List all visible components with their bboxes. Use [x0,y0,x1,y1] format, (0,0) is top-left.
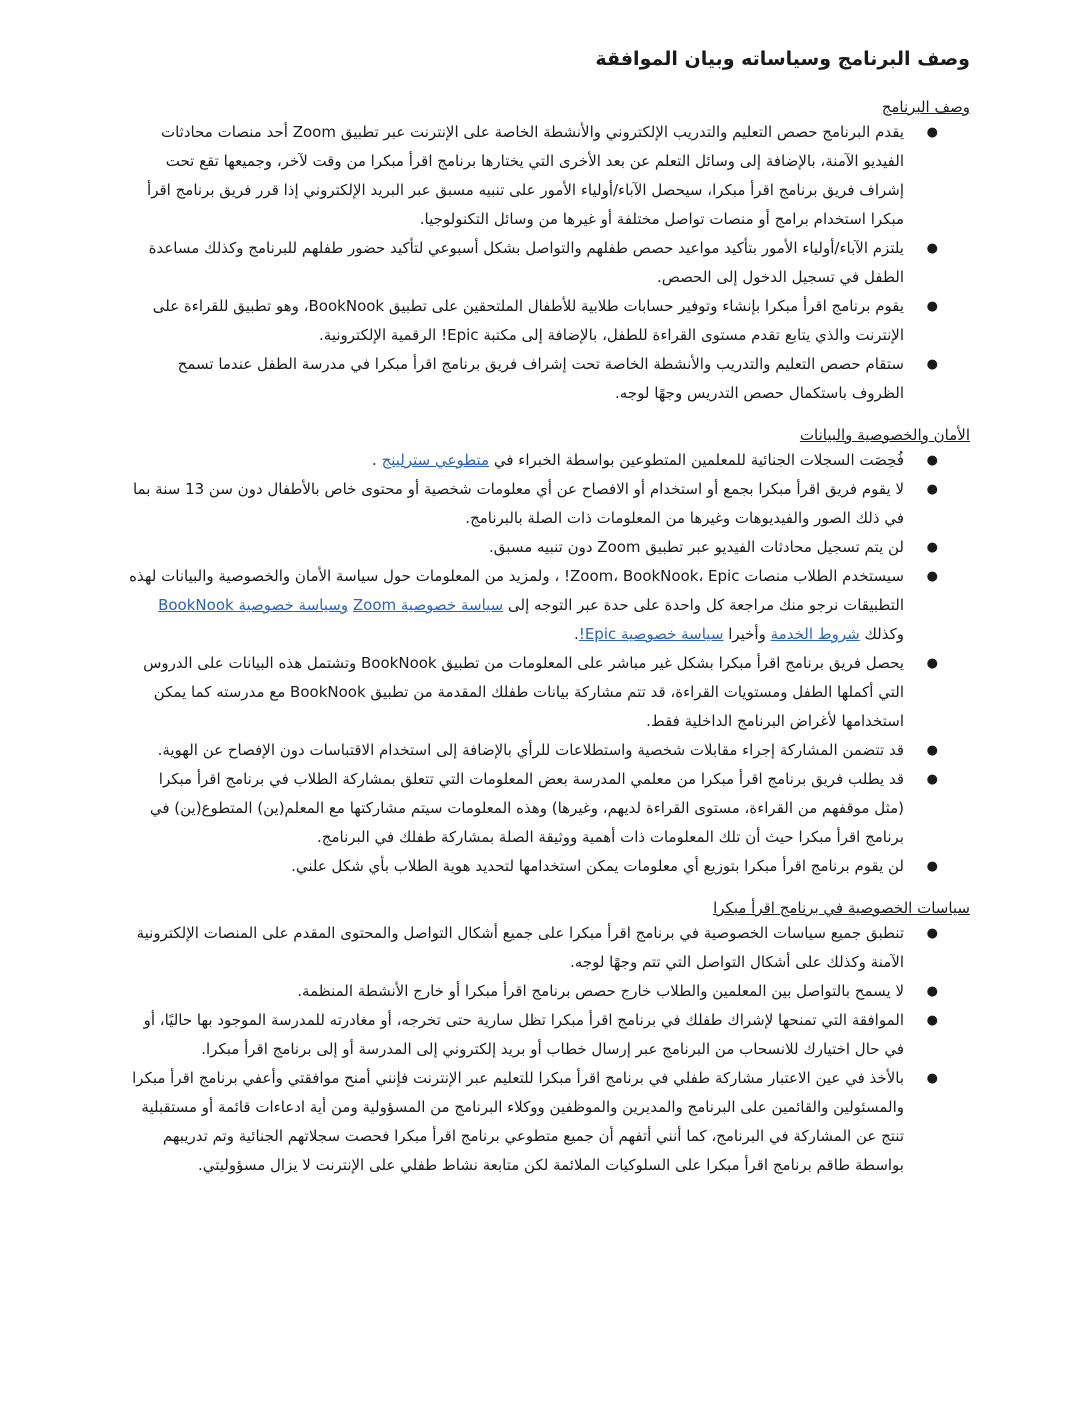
zoom-privacy-link[interactable]: سياسة خصوصية Zoom [352,596,504,614]
list-item-text: الموافقة التي تمنحها لإشراك طفلك في برنامج اقرأ مبكرا تظل سارية حتى تخرجه، أو مغادرته للمدرسة الموجود بها حاليًا، أو في حال اختيارك للانسحاب من البرنامج عبر إرسال خطاب أو بريد إلكتروني إلى المدرسة أو إلى برنامج اقرأ مبكرا. [143,1011,904,1058]
bullet-list [128,118,970,408]
section-heading: سياسات الخصوصية في برنامج اقرأ مبكرا [713,899,970,917]
section-program-description [128,98,970,408]
document-title: وصف البرنامج وسياساته وبيان الموافقة [595,48,970,70]
list-item-text: لا يقوم فريق اقرأ مبكرا بجمع أو استخدام أو الافصاح عن أي معلومات شخصية أو محتوى خاص بالأطفال دون سن 13 سنة بما في ذلك الصور والفيديوهات وغيرها من المعلومات ذات الصلة بالبرنامج. [132,480,904,527]
bullet-icon: ● [926,453,938,468]
list-item [128,649,970,736]
list-item-text: وأخيرا [728,625,766,643]
section-heading: وصف البرنامج [881,98,970,116]
list-item-text: وكذلك [864,625,904,643]
list-item-text: لا يسمح بالتواصل بين المعلمين والطلاب خارج حصص برنامج اقرأ مبكرا أو خارج الأنشطة المنظمة. [297,982,904,1000]
sterling-volunteers-link[interactable]: متطوعي سترلينج [381,451,490,469]
list-item-text: يحصل فريق برنامج اقرأ مبكرا بشكل غير مباشر على المعلومات من تطبيق BookNook وتشتمل هذه البيانات على الدروس التي أكملها الطفل ومستويات القراءة، قد تتم مشاركة بيانات طفلك المقدمة من تطبيق BookNook مع مدرسته كما يمكن استخدامها لأغراض البرنامج الداخلية فقط. [143,654,904,730]
list-item [128,118,970,234]
list-item [128,852,970,881]
list-item [128,350,970,408]
list-item-text: يقوم برنامج اقرأ مبكرا بإنشاء وتوفير حسابات طلابية للأطفال الملتحقين على تطبيق BookNook، وهو تطبيق للقراءة على الإنترنت والذي يتابع تقدم مستوى القراءة للطفل، بالإضافة إلى مكتبة Epic! الرقمية الإلكترونية. [152,297,904,344]
bullet-icon: ● [926,984,938,999]
bullet-icon: ● [926,357,938,372]
list-item-text: يلتزم الآباء/أولياء الأمور بتأكيد مواعيد حصص طفلهم والتواصل بشكل أسبوعي لتأكيد حضور طفلهم للبرنامج وكذلك مساعدة الطفل في تسجيل الدخول إلى الحصص. [148,239,904,286]
list-item-text: لن يقوم برنامج اقرأ مبكرا بتوزيع أي معلومات يمكن استخدامها لتحديد هوية الطلاب بأي شكل علني. [291,857,904,875]
section-safety-privacy-data [128,426,970,881]
bullet-icon: ● [926,772,938,787]
list-item-text: سيستخدم الطلاب منصات Zoom، BookNook، Epic! ، ولمزيد من المعلومات حول سياسة الأمان والخصوصية والبيانات لهذه التطبيقات نرجو منك مراجعة كل واحدة على حدة عبر التوجه إلى [129,567,904,614]
list-item [128,1006,970,1064]
bullet-icon: ● [926,1013,938,1028]
section-privacy-policies [128,899,970,1180]
list-item-text: فُحِصَت السجلات الجنائية للمعلمين المتطوعين بواسطة الخبراء في [493,451,904,469]
list-item-text: قد يطلب فريق برنامج اقرأ مبكرا من معلمي المدرسة بعض المعلومات التي تتعلق بمشاركة الطلاب في برنامج اقرأ مبكرا (مثل موقفهم من القراءة، مستوى القراءة لديهم، وغيرها) وهذه المعلومات سيتم مشاركتها مع المعلم(ين) المتطوع(ين) في برنامج اقرأ مبكرا حيث أن تلك المعلومات ذات أهمية ووثيقة الصلة بمشاركة طفلك في البرنامج. [149,770,904,846]
list-item-text: لن يتم تسجيل محادثات الفيديو عبر تطبيق Zoom دون تنبيه مسبق. [489,538,904,556]
list-item [128,562,970,649]
bullet-icon: ● [926,241,938,256]
list-item-text: ستقام حصص التعليم والتدريب والأنشطة الخاصة تحت إشراف فريق برنامج اقرأ مبكرا في مدرسة الطفل عندما تسمح الظروف باستكمال حصص التدريس وجهًا لوجه. [177,355,904,402]
list-item [128,765,970,852]
section-heading: الأمان والخصوصية والبيانات [799,426,970,444]
bullet-list [128,446,970,881]
list-item-text: بالأخذ في عين الاعتبار مشاركة طفلي في برنامج اقرأ مبكرا للتعليم عبر الإنترنت فإنني أمنح موافقتي وأعفي برنامج اقرأ مبكرا والمسئولين والقائمين على البرنامج والمديرين والموظفين ووكلاء البرنامج من المسؤولية ومن أية ادعاءات قائمة أو مستقبلية تنتج عن المشاركة في البرنامج، كما أنني أتفهم أن جميع متطوعي برنامج اقرأ مبكرا فحصت سجلاتهم الجنائية وتم تدريبهم بواسطة طاقم برنامج اقرأ مبكرا على السلوكيات الملائمة لكن متابعة نشاط طفلي على الإنترنت لا يزال مسؤوليتي. [132,1069,904,1174]
terms-of-service-link[interactable]: شروط الخدمة [770,625,860,643]
list-item-text: تنطبق جميع سياسات الخصوصية في برنامج اقرأ مبكرا على جميع أشكال التواصل والمحتوى المقدم على المنصات الإلكترونية الآمنة وكذلك على أشكال التواصل التي تتم وجهًا لوجه. [136,924,904,971]
list-item [128,736,970,765]
epic-privacy-link[interactable]: سياسة خصوصية Epic! [578,625,724,643]
bullet-icon: ● [926,859,938,874]
bullet-icon: ● [926,125,938,140]
bullet-icon: ● [926,569,938,584]
bullet-icon: ● [926,299,938,314]
bullet-icon: ● [926,743,938,758]
bullet-icon: ● [926,482,938,497]
list-item-text: . [574,625,579,643]
bullet-icon: ● [926,926,938,941]
list-item [128,475,970,533]
bullet-list [128,919,970,1180]
list-item [128,446,970,475]
list-item-text: . [372,451,377,469]
booknook-privacy-link[interactable]: وسياسة خصوصية BookNook [158,596,349,614]
bullet-icon: ● [926,656,938,671]
list-item [128,292,970,350]
list-item [128,977,970,1006]
list-item-text: يقدم البرنامج حصص التعليم والتدريب الإلكتروني والأنشطة الخاصة على الإنترنت عبر تطبيق Zoom أحد منصات محادثات الفيديو الآمنة، بالإضافة إلى وسائل التعلم عن بعد الأخرى التي يختارها برنامج اقرأ مبكرا من وقت لآخر، وجميعها تقع تحت إشراف فريق برنامج اقرأ مبكرا، سيحصل الآباء/أولياء الأمور على تنبيه مسبق عبر البريد الإلكتروني إذا قرر فريق برنامج اقرأ مبكرا استخدام برامج أو منصات تواصل مختلفة أو غيرها من وسائل التكنولوجيا. [147,123,904,228]
list-item [128,234,970,292]
list-item-text: قد تتضمن المشاركة إجراء مقابلات شخصية واستطلاعات للرأي بالإضافة إلى استخدام الاقتباسات دون الإفصاح عن الهوية. [157,741,904,759]
list-item [128,919,970,977]
list-item [128,1064,970,1180]
bullet-icon: ● [926,1071,938,1086]
bullet-icon: ● [926,540,938,555]
list-item [128,533,970,562]
